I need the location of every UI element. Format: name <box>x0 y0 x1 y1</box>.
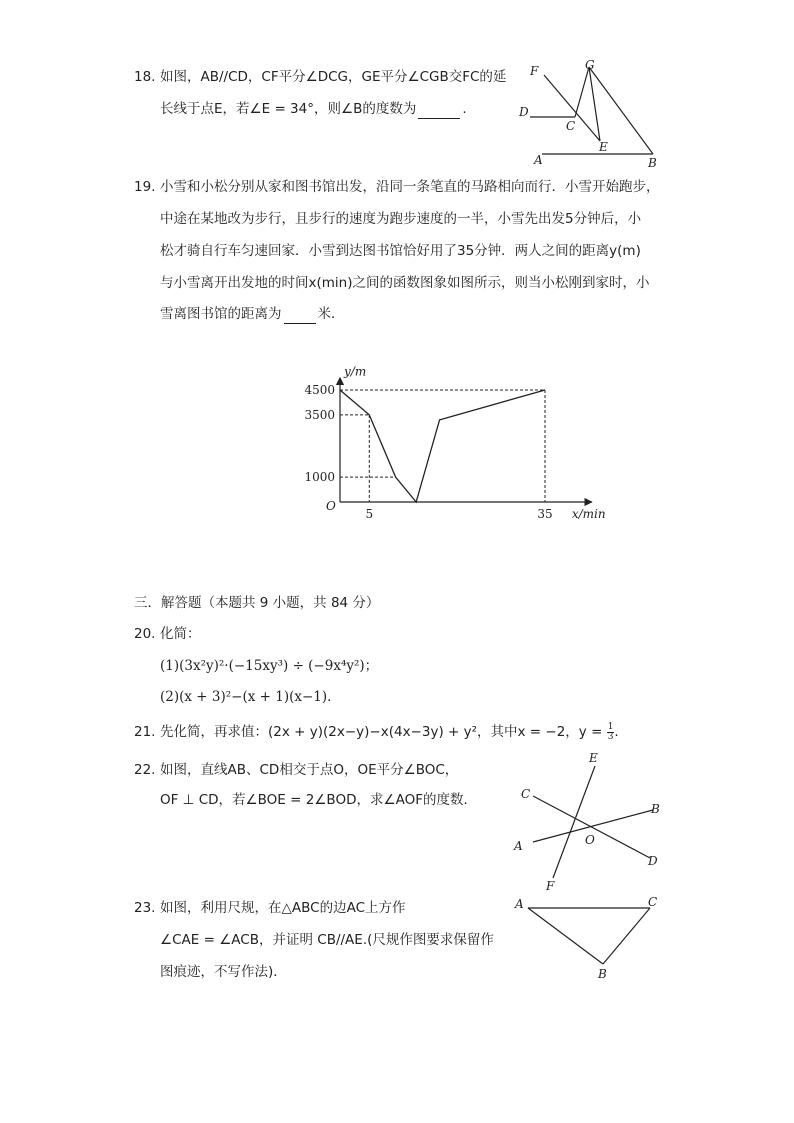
q18-label-E: E <box>599 140 608 154</box>
x-tick-5: 5 <box>365 507 374 521</box>
q18-number: 18. <box>134 69 156 85</box>
q18-line1: 如图，AB//CD，CF平分∠DCG，GE平分∠CGB交FC的延 <box>160 69 507 85</box>
q19-line2: 中途在某地改为步行，且步行的速度为跑步速度的一半，小雪先出发5分钟后，小 <box>160 211 642 227</box>
q22-line1: 如图，直线AB、CD相交于点O，OE平分∠BOC， <box>160 762 459 778</box>
q22-label-B: B <box>651 802 660 816</box>
q22-line2: OF ⊥ CD，若∠BOE = 2∠BOD，求∠AOF的度数． <box>160 792 477 808</box>
q18-label-F: F <box>530 64 539 78</box>
q22-number: 22. <box>134 762 156 778</box>
y-axis-label: y/m <box>344 364 367 379</box>
q18-line2-text: 长线于点E，若∠E = 34°，则∠B的度数为 <box>160 101 417 117</box>
q18-label-B: B <box>648 156 657 170</box>
q22-label-D: D <box>648 854 658 868</box>
series-line <box>340 390 545 502</box>
q18-line2: 长线于点E，若∠E = 34°，则∠B的度数为 . <box>160 101 467 117</box>
q23-line3: 图痕迹，不写作法)． <box>160 964 287 980</box>
q20-title: 化简： <box>160 626 201 642</box>
q22-label-O: O <box>585 833 595 847</box>
origin-label: O <box>326 499 336 513</box>
q19-line1: 小雪和小松分别从家和图书馆出发，沿同一条笔直的马路相向而行．小雪开始跑步， <box>160 179 660 195</box>
q22-label-A: A <box>514 839 523 853</box>
q22-label-C: C <box>521 787 531 801</box>
q23-number: 23. <box>134 900 156 916</box>
q22-label-F: F <box>546 879 555 893</box>
y-tick-1000: 1000 <box>304 470 335 485</box>
q22-figure <box>505 748 675 896</box>
q19-number: 19. <box>134 179 156 195</box>
q20-part2: (2)(x + 3)²−(x + 1)(x−1)． <box>160 689 341 705</box>
q21-number: 21. <box>134 724 156 740</box>
y-tick-4500: 4500 <box>304 383 335 397</box>
q18-label-C: C <box>566 119 576 133</box>
q23-line2: ∠CAE = ∠ACB，并证明 CB//AE.(尺规作图要求保留作 <box>160 932 494 948</box>
q18-label-G: G <box>585 58 595 72</box>
q21-text: 先化简，再求值：(2x + y)(2x−y)−x(4x−3y) + y²，其中x = −2，y = $\frac{1}{3}$ . <box>160 721 619 742</box>
q20-part1: (1)(3x²y)²·(−15xy³) ÷ (−9x⁴y²)； <box>160 658 379 674</box>
q19-line4: 与小雪离开出发地的时间x(min)之间的函数图象如图所示，则当小松刚到家时，小 <box>160 275 650 291</box>
x-tick-35: 35 <box>537 507 553 521</box>
q23-line1: 如图，利用尺规，在△ABC的边AC上方作 <box>160 900 406 916</box>
answer-blank <box>284 309 316 324</box>
answer-blank <box>418 104 460 119</box>
q18-label-D: D <box>519 105 529 119</box>
q23-label-C: C <box>648 895 658 909</box>
x-axis-label: x/min <box>571 507 606 521</box>
section-title: 三．解答题（本题共 9 小题，共 84 分） <box>134 595 380 611</box>
q23-label-A: A <box>515 897 524 911</box>
q19-line3: 松才骑自行车匀速回家．小雪到达图书馆恰好用了35分钟．两人之间的距离y(m) <box>160 243 641 259</box>
q23-figure <box>510 892 670 984</box>
fraction-one-third: $\frac{1}{3}$ <box>607 721 614 742</box>
q18-figure <box>515 55 665 173</box>
y-tick-3500: 3500 <box>304 407 335 422</box>
q20-number: 20. <box>134 626 156 642</box>
q22-label-E: E <box>589 751 598 765</box>
q19-chart <box>300 345 606 525</box>
q18-label-A: A <box>534 153 543 167</box>
q23-label-B: B <box>598 967 607 981</box>
q19-line5: 雪离图书馆的距离为 米． <box>160 306 345 322</box>
